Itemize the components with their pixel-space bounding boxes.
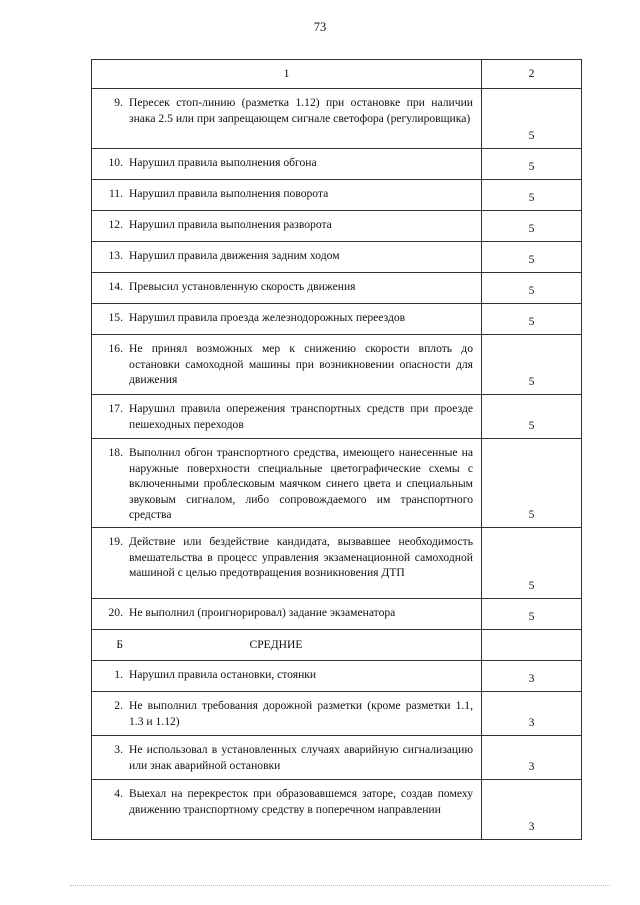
table-row bbox=[92, 660, 582, 691]
item-text: Нарушил правила опережения транспортных средств при проезде пешеходных переходов bbox=[129, 402, 473, 431]
item-number: 1. bbox=[114, 667, 123, 681]
item-number: 10. bbox=[108, 156, 123, 169]
table-row bbox=[92, 273, 582, 304]
item-text: Выехал на перекресток при образовавшемся заторе, создав помеху движению транспортному средству в поперечном направлении bbox=[129, 786, 473, 816]
item-value: 5 bbox=[482, 273, 582, 304]
item-number: 17. bbox=[108, 402, 123, 415]
item-text: Не выполнил требования дорожной разметки (кроме разметки 1.1, 1.3 и 1.12) bbox=[129, 698, 473, 728]
page-number: 73 bbox=[313, 20, 327, 34]
table-row bbox=[92, 735, 582, 779]
item-number: 18. bbox=[108, 446, 123, 459]
table-row bbox=[92, 335, 582, 395]
item-value: 3 bbox=[482, 691, 582, 735]
item-text: Нарушил правила остановки, стоянки bbox=[129, 667, 317, 681]
item-text: Нарушил правила выполнения поворота bbox=[129, 187, 329, 200]
item-value: 5 bbox=[482, 242, 582, 273]
item-number: 13. bbox=[108, 249, 123, 262]
item-text: Не выполнил (проигнорировал) задание экзаменатора bbox=[129, 605, 396, 619]
table-row bbox=[92, 180, 582, 211]
item-text: Нарушил правила проезда железнодорожных переездов bbox=[129, 311, 406, 324]
section-row bbox=[92, 629, 582, 660]
item-number: 11. bbox=[108, 187, 123, 200]
item-text: Пересек стоп-линию (разметка 1.12) при остановке при наличии знака 2.5 или при запрещающем сигнале светофора (регулировщика) bbox=[129, 96, 473, 125]
item-text: Не принял возможных мер к снижению скорости вплоть до остановки самоходной машины при возникновении опасности для движения bbox=[129, 342, 473, 387]
item-number: 19. bbox=[108, 534, 123, 548]
table-row bbox=[92, 598, 582, 629]
item-value: 5 bbox=[482, 395, 582, 439]
table-row bbox=[92, 89, 582, 149]
table-header-row bbox=[92, 60, 582, 89]
item-value: 5 bbox=[482, 211, 582, 242]
item-value: 5 bbox=[482, 335, 582, 395]
item-value: 5 bbox=[482, 89, 582, 149]
item-value: 5 bbox=[482, 598, 582, 629]
item-number: 15. bbox=[108, 311, 123, 324]
item-number: 3. bbox=[114, 742, 123, 756]
table-row bbox=[92, 395, 582, 439]
section-letter: Б bbox=[116, 638, 123, 652]
item-value: 5 bbox=[482, 304, 582, 335]
item-number: 14. bbox=[108, 280, 123, 293]
table-row bbox=[92, 149, 582, 180]
item-value: 5 bbox=[482, 149, 582, 180]
item-text: Нарушил правила движения задним ходом bbox=[129, 249, 340, 262]
table-row bbox=[92, 211, 582, 242]
column-header-1: 1 bbox=[92, 60, 482, 89]
item-number: 16. bbox=[108, 342, 123, 355]
table-row bbox=[92, 439, 582, 528]
penalty-table bbox=[91, 59, 582, 840]
item-value: 5 bbox=[482, 180, 582, 211]
item-text: Превысил установленную скорость движения bbox=[129, 280, 356, 293]
item-text: Действие или бездействие кандидата, вызвавшее необходимость вмешательства в процесс управления экзаменационной самоходной машиной с целью предотвращения возникновения ДТП bbox=[129, 534, 473, 580]
table-row bbox=[92, 242, 582, 273]
item-number: 4. bbox=[114, 786, 123, 800]
column-header-2: 2 bbox=[482, 60, 582, 89]
item-text: Нарушил правила выполнения обгона bbox=[129, 156, 317, 169]
item-number: 12. bbox=[108, 218, 123, 231]
table-row bbox=[92, 304, 582, 335]
item-text: Не использовал в установленных случаях аварийную сигнализацию или знак аварийной остановки bbox=[129, 742, 473, 772]
item-value: 3 bbox=[482, 735, 582, 779]
item-value: 5 bbox=[482, 527, 582, 598]
item-text: Нарушил правила выполнения разворота bbox=[129, 218, 332, 231]
item-number: 20. bbox=[108, 605, 123, 619]
item-number: 9. bbox=[114, 96, 123, 109]
item-number: 2. bbox=[114, 698, 123, 712]
table-row bbox=[92, 691, 582, 735]
table-row bbox=[92, 527, 582, 598]
section-title: СРЕДНИЕ bbox=[249, 638, 303, 652]
item-value: 5 bbox=[482, 439, 582, 528]
item-value: 3 bbox=[482, 660, 582, 691]
item-value: 3 bbox=[482, 779, 582, 839]
item-text: Выполнил обгон транспортного средства, имеющего нанесенные на наружные поверхности специальные цветографические схемы с включенными проблесковым маячком синего цвета и специальным звуковым сигналом, либо сопровождаемого им транспортного средства bbox=[129, 446, 473, 522]
table-row bbox=[92, 779, 582, 839]
scan-artifact-line bbox=[70, 885, 610, 887]
